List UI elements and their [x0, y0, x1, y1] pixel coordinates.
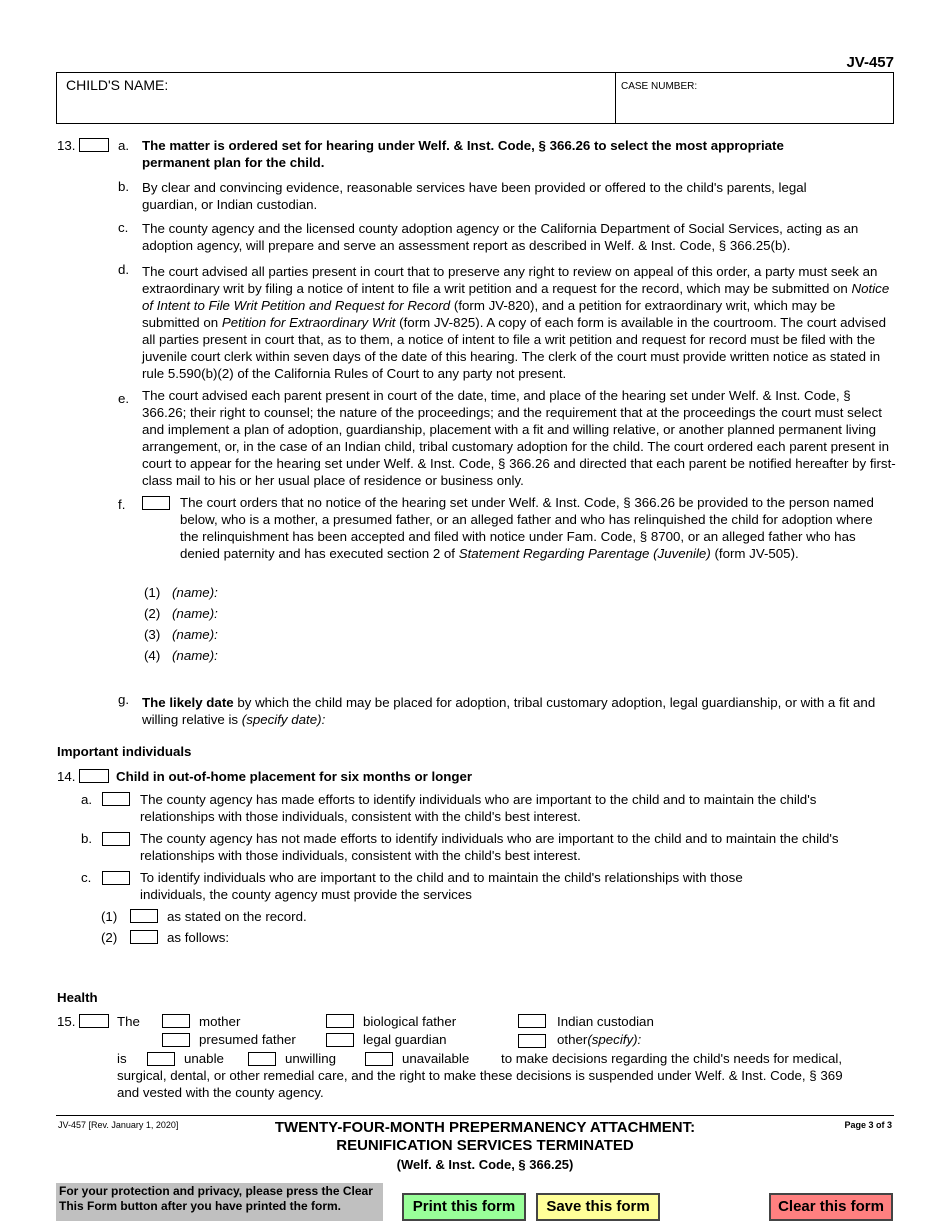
- presumed-father-label: presumed father: [199, 1032, 296, 1047]
- footer-title-2: REUNIFICATION SERVICES TERMINATED: [336, 1137, 634, 1154]
- other-text: other: [557, 1032, 588, 1047]
- unable-label: unable: [184, 1051, 224, 1066]
- case-number-field[interactable]: [615, 72, 894, 124]
- other-label: [557, 1031, 641, 1048]
- unavailable-checkbox[interactable]: [365, 1052, 393, 1066]
- name2-label[interactable]: (name):: [172, 606, 218, 621]
- privacy-notice: For your protection and privacy, please press the Clear This Form button after you have printed the form.: [56, 1183, 383, 1221]
- item13d-form-jv820-title: Notice of Intent to File Writ Petition and Request for Record: [142, 281, 890, 313]
- name3-label[interactable]: (name):: [172, 627, 218, 642]
- legal-guardian-label: legal guardian: [363, 1032, 447, 1047]
- bio-father-checkbox[interactable]: [326, 1014, 354, 1028]
- mother-label: mother: [199, 1014, 241, 1029]
- indian-custodian-checkbox[interactable]: [518, 1014, 546, 1028]
- item14c1-number: (1): [101, 909, 118, 924]
- item13d-form-jv825-title: Petition for Extraordinary Writ: [221, 315, 396, 330]
- health-line3: and vested with the county agency.: [117, 1085, 324, 1100]
- mother-checkbox[interactable]: [162, 1014, 190, 1028]
- item13b-letter: b.: [118, 179, 130, 194]
- clear-form-button[interactable]: Clear this form: [769, 1193, 893, 1221]
- item14c-text: To identify individuals who are important to the child and to maintain the child's relationships with those individuals, the county agency must provide the services: [140, 870, 743, 902]
- item13d-text2: (form JV-820), and a petition for extraordinary writ, which may be submitted on: [142, 298, 836, 330]
- item14-title: Child in out-of-home placement for six months or longer: [116, 769, 473, 784]
- item13f-form-jv505-title: Statement Regarding Parentage (Juvenile): [458, 546, 711, 561]
- item13f-text: [180, 494, 890, 562]
- footer-title-3: (Welf. & Inst. Code, § 366.25): [396, 1157, 574, 1172]
- name1-number: (1): [144, 585, 161, 600]
- item13a-text: The matter is ordered set for hearing under Welf. & Inst. Code, § 366.26 to select the most appropriate permanent plan for the child.: [142, 138, 784, 170]
- name1-label[interactable]: (name):: [172, 585, 218, 600]
- item13b-text: By clear and convincing evidence, reasonable services have been provided or offered to the child's parents, legal guardian, or Indian custodian.: [142, 180, 807, 212]
- item13-checkbox[interactable]: [79, 138, 109, 152]
- item13f-letter: f.: [118, 497, 126, 512]
- item13c-text: The county agency and the licensed county adoption agency or the California Department of Social Services, acting as an adoption agency, will prepare and serve an assessment report as described in Welf. & Inst. Code, § 366.25(b).: [142, 221, 859, 253]
- child-name-label: CHILD'S NAME:: [66, 77, 169, 93]
- print-form-button[interactable]: Print this form: [402, 1193, 526, 1221]
- item14c1-checkbox[interactable]: [130, 909, 158, 923]
- presumed-father-checkbox[interactable]: [162, 1033, 190, 1047]
- unable-checkbox[interactable]: [147, 1052, 175, 1066]
- indian-custodian-label: Indian custodian: [557, 1014, 654, 1029]
- health-line1-rest: to make decisions regarding the child's needs for medical,: [501, 1051, 843, 1066]
- item14c2-text: as follows:: [167, 930, 230, 945]
- item14a-checkbox[interactable]: [102, 792, 130, 806]
- item15-number: 15.: [57, 1014, 76, 1029]
- is-label: is: [117, 1051, 127, 1066]
- item13e-letter: e.: [118, 391, 130, 406]
- bio-father-label: biological father: [363, 1014, 457, 1029]
- name4-label[interactable]: (name):: [172, 648, 218, 663]
- item13d-letter: d.: [118, 262, 130, 277]
- health-heading: Health: [57, 990, 98, 1005]
- item13-number: 13.: [57, 138, 76, 153]
- item14c2-number: (2): [101, 930, 118, 945]
- item13d-text1: The court advised all parties present in court that to preserve any right to review on appeal of this order, a party must seek an extraordinary writ by filing a notice of intent to file a writ petition and a request for the record, which may be submitted on: [142, 264, 878, 296]
- page-number: Page 3 of 3: [844, 1120, 892, 1130]
- other-specify[interactable]: (specify):: [587, 1032, 642, 1047]
- item13g-specify-date[interactable]: (specify date):: [241, 712, 326, 727]
- item14c-checkbox[interactable]: [102, 871, 130, 885]
- item14b-checkbox[interactable]: [102, 832, 130, 846]
- item14c-letter: c.: [81, 870, 92, 885]
- name3-number: (3): [144, 627, 161, 642]
- unwilling-label: unwilling: [285, 1051, 336, 1066]
- item13c-letter: c.: [118, 220, 129, 235]
- item13g-text: [142, 694, 892, 728]
- item14b-letter: b.: [81, 831, 93, 846]
- footer-title-1: TWENTY-FOUR-MONTH PREPERMANENCY ATTACHMENT:: [274, 1119, 696, 1136]
- item13g-body: by which the child may be placed for adoption, tribal customary adoption, legal guardianship, or with a fit and willing relative is: [142, 695, 876, 727]
- case-number-label: CASE NUMBER:: [621, 81, 698, 92]
- item13e-text: The court advised each parent present in court of the date, time, and place of the hearing set under Welf. & Inst. Code, § 366.26; their right to counsel; the nature of the proceedings; and the requirement that at the proceedings the court must select and implement a plan of adoption, guardianship, placement with a fit and willing relative, or another planned permanent living arrangement, or, in the case of an Indian child, tribal customary adoption for the child. The court ordered each parent present in court to appear for the hearing set under Welf. & Inst. Code, § 366.26 and directed that each parent be notified hereafter by first-class mail to his or her usual place of residence or business only.: [142, 388, 896, 488]
- revision-date: JV-457 [Rev. January 1, 2020]: [58, 1120, 179, 1130]
- form-id: JV-457: [846, 54, 894, 71]
- item14b-text: The county agency has not made efforts to identify individuals who are important to the child and to maintain the child's relationships with those individuals, consistent with the child's best interest.: [140, 831, 839, 863]
- footer-divider: [56, 1115, 894, 1116]
- important-heading: Important individuals: [57, 744, 192, 759]
- legal-guardian-checkbox[interactable]: [326, 1033, 354, 1047]
- unwilling-checkbox[interactable]: [248, 1052, 276, 1066]
- health-line2: surgical, dental, or other remedial care, and the right to make these decisions is suspended under Welf. & Inst. Code, § 369: [117, 1068, 843, 1083]
- item14c1-text: as stated on the record.: [167, 909, 307, 924]
- item13g-letter: g.: [118, 692, 130, 707]
- child-name-field[interactable]: [56, 72, 616, 124]
- unavailable-label: unavailable: [402, 1051, 470, 1066]
- save-form-button[interactable]: Save this form: [536, 1193, 660, 1221]
- item13d-text3: (form JV-825). A copy of each form is available in the courtroom. The court advised all parties present in court that, as to them, a notice of intent to file a writ petition and request for record must be filed with the juvenile court clerk within seven days of the date of this hearing. The clerk of the court must provide written notice as stated in rule 5.590(b)(2) of the California Rules of Court to any party not present.: [142, 315, 886, 381]
- item13d-text: [142, 263, 894, 382]
- name2-number: (2): [144, 606, 161, 621]
- item14-checkbox[interactable]: [79, 769, 109, 783]
- item13f-checkbox[interactable]: [142, 496, 170, 510]
- name4-number: (4): [144, 648, 161, 663]
- item14a-letter: a.: [81, 792, 93, 807]
- other-checkbox[interactable]: [518, 1034, 546, 1048]
- item13a-letter: a.: [118, 138, 130, 153]
- item13f-text1: The court orders that no notice of the hearing set under Welf. & Inst. Code, § 366.26 be provided to the person named below, who is a mother, a presumed father, or an alleged father and who has relinquished the child for adoption where the relinquishment has been accepted and filed with notice under Fam. Code, § 8700, or an alleged father who has denied paternity and has executed section 2 of: [180, 495, 874, 561]
- item15-the: The: [117, 1014, 140, 1029]
- item14a-text: The county agency has made efforts to identify individuals who are important to the child and to maintain the child's relationships with those individuals, consistent with the child's best interest.: [140, 792, 817, 824]
- item13f-text2: (form JV-505).: [710, 546, 799, 561]
- item14c2-checkbox[interactable]: [130, 930, 158, 944]
- item14-number: 14.: [57, 769, 76, 784]
- item13g-bold: The likely date: [142, 695, 234, 710]
- item15-checkbox[interactable]: [79, 1014, 109, 1028]
